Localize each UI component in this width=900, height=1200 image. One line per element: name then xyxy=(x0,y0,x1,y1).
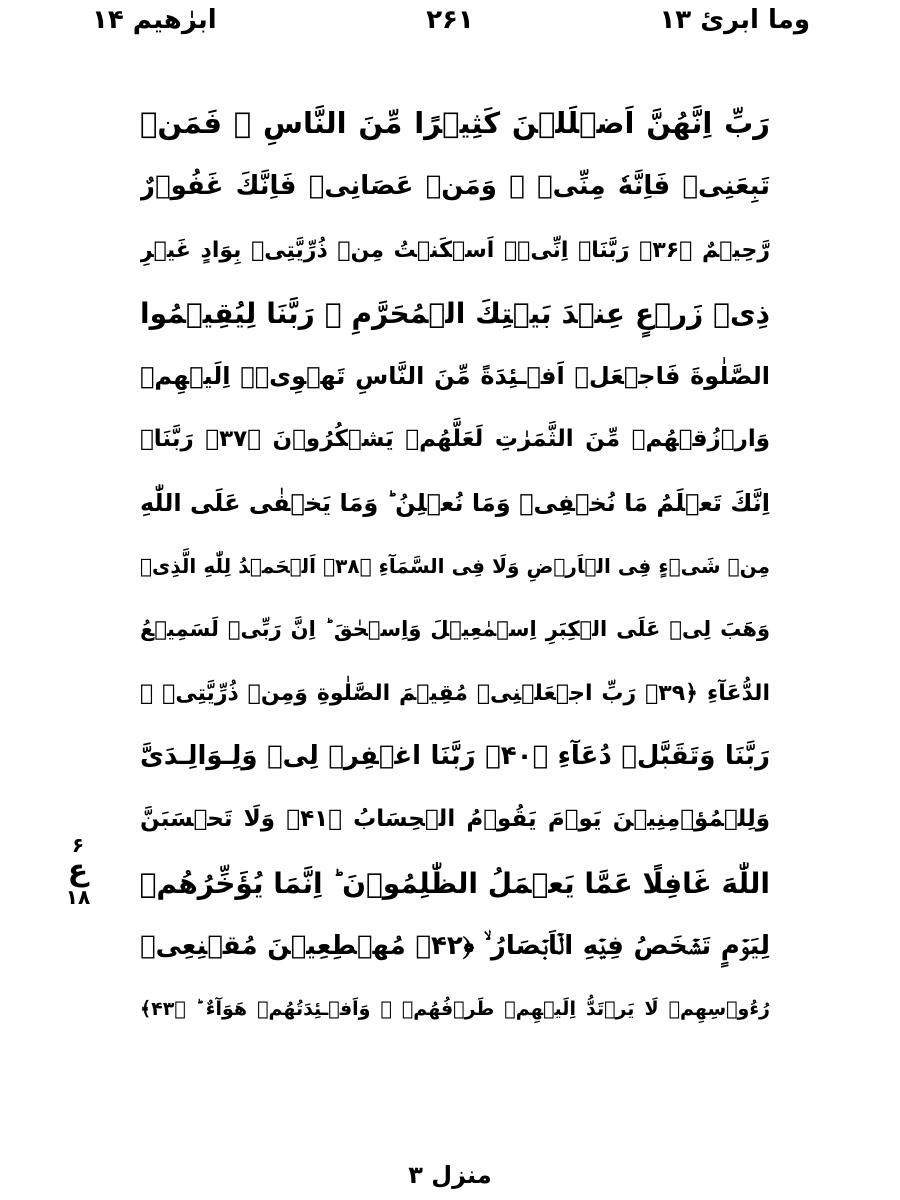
ruku-number: ۱۸ xyxy=(65,885,91,909)
verse-line: وَارۡزُقۡهُمۡ مِّنَ الثَّمَرٰتِ لَعَلَّهُمۡ يَشۡكُرُوۡنَ ﴿۳۷﴾ رَبَّنَاۤ xyxy=(140,426,770,453)
ruku-marker xyxy=(58,832,98,910)
ruku-sub-number: ۶ xyxy=(71,833,85,857)
verse-block xyxy=(140,92,770,1041)
verse-line: رَبِّ اِنَّهُنَّ اَضۡلَلۡنَ كَثِيۡرًا مِّنَ النَّاسِ ۚ فَمَنۡ xyxy=(140,106,770,140)
page-number: ۲۶۱ xyxy=(426,5,474,35)
verse-line: رُءُوۡسِهِمۡ لَا يَرۡتَدُّ اِلَيۡهِمۡ طَرۡفُهُمۡ ۚ وَاَفۡـئِدَتُهُمۡ هَوَآءٌ ؕ ﴿۴۳﴾ xyxy=(140,998,770,1021)
verse-line: وَهَبَ لِىۡ عَلَى الۡكِبَرِ اِسۡمٰعِيۡلَ وَاِسۡحٰقَ ؕ اِنَّ رَبِّىۡ لَسَمِيۡعُ xyxy=(140,617,770,642)
page-header xyxy=(0,0,900,50)
surah-title: ابرٰهیم ۱۴ xyxy=(92,5,217,35)
verse-line: مِنۡ شَىۡءٍ فِى الۡاَرۡضِ وَلَا فِى السَّمَآءِ ﴿۳۸﴾ اَلۡحَمۡدُ لِلّٰهِ الَّذِىۡ xyxy=(140,554,770,579)
verse-line: لِيَوۡمٍ تَشۡخَصُ فِيۡهِ الۡاَبۡصَارُ ۙ ﴿۴۲﴾ مُهۡطِعِيۡنَ مُقۡنِعِىۡ xyxy=(140,930,770,961)
verse-line: تَبِعَنِىۡ فَاِنَّهٗ مِنِّىۡ ۚ وَمَنۡ عَصَانِىۡ فَاِنَّكَ غَفُوۡرٌ xyxy=(140,171,770,202)
verse-line: اِنَّكَ تَعۡلَمُ مَا نُخۡفِىۡ وَمَا نُعۡلِنُ ؕ وَمَا يَخۡفٰى عَلَى اللّٰهِ xyxy=(140,488,770,517)
verse-line: الصَّلٰوةَ فَاجۡعَلۡ اَفۡـئِدَةً مِّنَ النَّاسِ تَهۡوِىۡۤ اِلَيۡهِمۡ xyxy=(140,362,770,391)
manzil-footer: منزل ۳ xyxy=(408,1161,492,1189)
verse-line: اللّٰهَ غَافِلًا عَمَّا يَعۡمَلُ الظّٰلِمُوۡنَ ؕ اِنَّمَا يُؤَخِّرُهُمۡ xyxy=(140,866,770,900)
verse-line: ذِىۡ زَرۡعٍ عِنۡدَ بَيۡتِكَ الۡمُحَرَّمِ ۙ رَبَّنَا لِيُقِيۡمُوا xyxy=(140,296,770,330)
verse-line: رَّحِيۡمٌ ﴿۳۶﴾ رَبَّنَاۤ اِنِّىۡۤ اَسۡكَنۡتُ مِنۡ ذُرِّيَّتِىۡ بِوَادٍ غَيۡرِ xyxy=(140,237,770,263)
juz-title: وما ابرئ ۱۳ xyxy=(659,5,810,35)
ruku-mark: ع xyxy=(67,853,89,888)
verse-line: وَلِلۡمُؤۡمِنِيۡنَ يَوۡمَ يَقُوۡمُ الۡحِسَابُ ﴿۴۱﴾ وَلَا تَحۡسَبَنَّ xyxy=(140,806,770,833)
verse-line: الدُّعَآءِ ﴿۳۹﴾ رَبِّ اجۡعَلۡنِىۡ مُقِيۡمَ الصَّلٰوةِ وَمِنۡ ذُرِّيَّتِىۡ ۖ xyxy=(140,680,770,706)
verse-line: رَبَّنَا وَتَقَبَّلۡ دُعَآءِ ﴿۴۰﴾ رَبَّنَا اغۡفِرۡ لِىۡ وَلِـوَالِـدَىَّ xyxy=(140,740,770,771)
